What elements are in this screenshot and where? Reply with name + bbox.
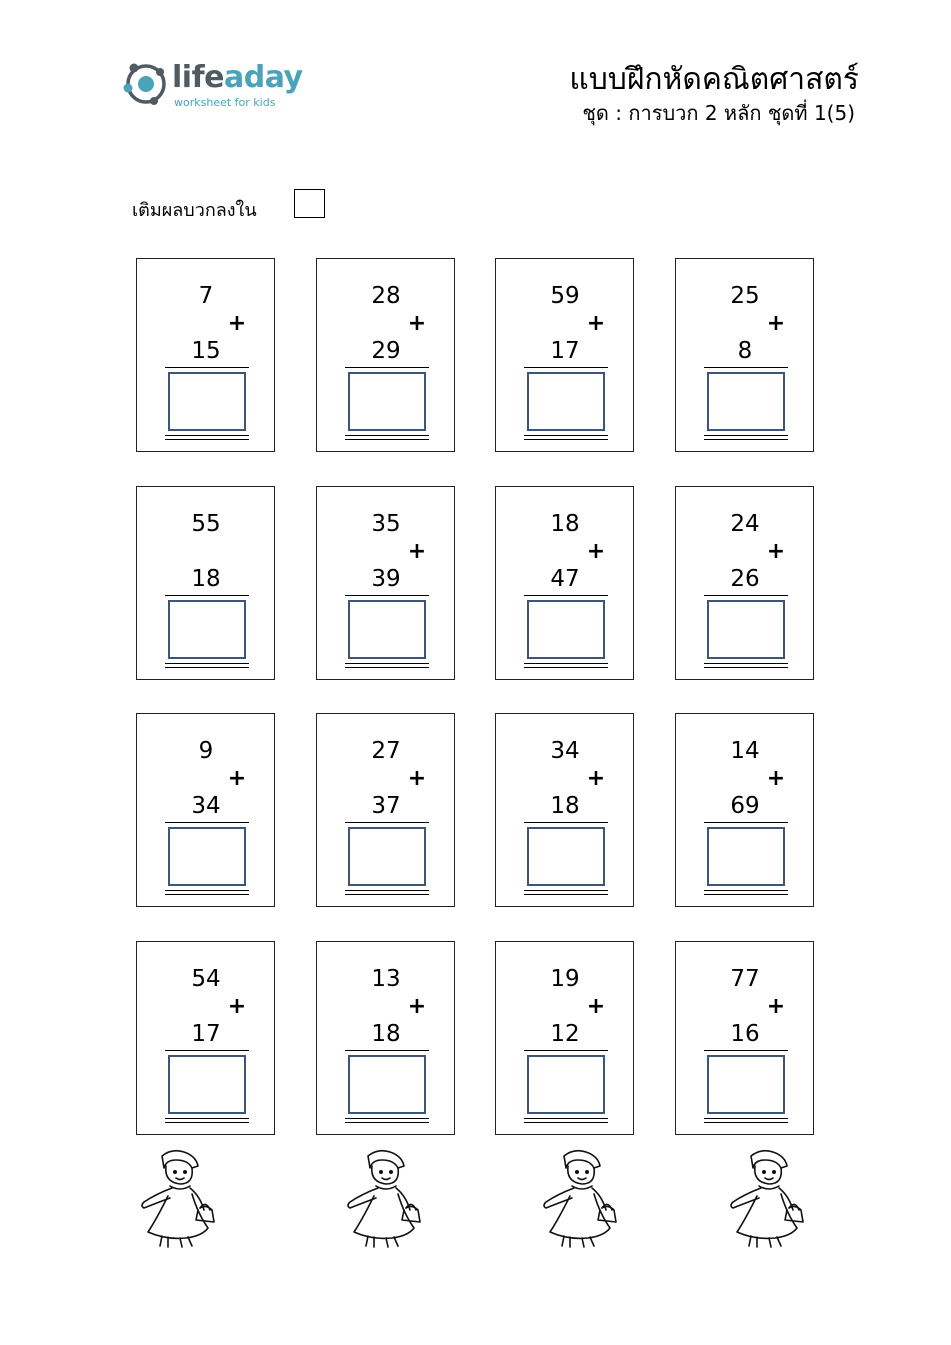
plus-sign: + xyxy=(766,766,786,791)
problem-card xyxy=(495,258,634,452)
problem-card xyxy=(316,486,455,680)
problem-card xyxy=(136,486,275,680)
plus-sign: + xyxy=(407,994,427,1019)
logo-tagline: worksheet for kids xyxy=(174,96,276,109)
double-underline xyxy=(165,894,249,895)
double-underline xyxy=(524,667,608,668)
sum-line xyxy=(704,1050,788,1051)
plus-sign: + xyxy=(227,766,247,791)
addend-top: 54 xyxy=(191,966,221,992)
addend-top: 27 xyxy=(371,738,401,764)
plus-sign: + xyxy=(407,311,427,336)
sum-line xyxy=(345,822,429,823)
addend-bottom: 39 xyxy=(371,566,401,592)
problem-card xyxy=(495,941,634,1135)
problem-card xyxy=(136,258,275,452)
addend-top: 19 xyxy=(550,966,580,992)
answer-box[interactable] xyxy=(168,1055,246,1114)
answer-box[interactable] xyxy=(707,827,785,886)
page-subtitle: ชุด : การบวก 2 หลัก ชุดที่ 1(5) xyxy=(582,101,855,125)
double-underline xyxy=(524,435,608,436)
addend-bottom: 17 xyxy=(550,338,580,364)
sum-line xyxy=(524,1050,608,1051)
answer-box[interactable] xyxy=(348,372,426,431)
problem-card xyxy=(675,258,814,452)
problem-card xyxy=(316,258,455,452)
double-underline xyxy=(345,439,429,440)
plus-sign: + xyxy=(586,994,606,1019)
answer-box[interactable] xyxy=(527,372,605,431)
answer-box[interactable] xyxy=(527,1055,605,1114)
double-underline xyxy=(704,439,788,440)
double-underline xyxy=(345,667,429,668)
plus-sign: + xyxy=(407,766,427,791)
sum-line xyxy=(704,367,788,368)
answer-box[interactable] xyxy=(168,827,246,886)
problem-card xyxy=(675,941,814,1135)
addend-top: 28 xyxy=(371,283,401,309)
sum-line xyxy=(165,1050,249,1051)
addend-bottom: 18 xyxy=(191,566,221,592)
problem-card xyxy=(136,713,275,907)
double-underline xyxy=(165,1118,249,1119)
answer-box[interactable] xyxy=(707,372,785,431)
double-underline xyxy=(704,667,788,668)
addend-bottom: 18 xyxy=(371,1021,401,1047)
double-underline xyxy=(524,1122,608,1123)
addend-bottom: 16 xyxy=(730,1021,760,1047)
answer-box[interactable] xyxy=(168,600,246,659)
double-underline xyxy=(704,435,788,436)
molecule-logo-icon xyxy=(120,60,168,108)
answer-box[interactable] xyxy=(348,600,426,659)
sum-line xyxy=(165,822,249,823)
sum-line xyxy=(345,1050,429,1051)
double-underline xyxy=(524,1118,608,1119)
sum-line xyxy=(524,367,608,368)
instruction-text: เติมผลบวกลงใน xyxy=(132,200,257,221)
double-underline xyxy=(165,439,249,440)
double-underline xyxy=(524,439,608,440)
problem-card xyxy=(495,486,634,680)
double-underline xyxy=(165,1122,249,1123)
addend-bottom: 47 xyxy=(550,566,580,592)
addend-bottom: 15 xyxy=(191,338,221,364)
addend-bottom: 29 xyxy=(371,338,401,364)
plus-sign: + xyxy=(766,311,786,336)
plus-sign: + xyxy=(766,994,786,1019)
double-underline xyxy=(524,663,608,664)
sum-line xyxy=(165,367,249,368)
double-underline xyxy=(524,894,608,895)
double-underline xyxy=(345,1122,429,1123)
addend-bottom: 69 xyxy=(730,793,760,819)
answer-box[interactable] xyxy=(168,372,246,431)
plus-sign: + xyxy=(766,539,786,564)
problem-card xyxy=(136,941,275,1135)
addend-bottom: 26 xyxy=(730,566,760,592)
plus-sign: + xyxy=(586,766,606,791)
addend-top: 13 xyxy=(371,966,401,992)
double-underline xyxy=(524,890,608,891)
instruction-answer-box-sample xyxy=(294,189,325,218)
sum-line xyxy=(345,367,429,368)
addend-top: 35 xyxy=(371,511,401,537)
addend-top: 18 xyxy=(550,511,580,537)
addend-top: 25 xyxy=(730,283,760,309)
double-underline xyxy=(704,1118,788,1119)
page-title: แบบฝึกหัดคณิตศาสตร์ xyxy=(569,62,859,97)
answer-box[interactable] xyxy=(527,600,605,659)
sum-line xyxy=(524,595,608,596)
plus-sign: + xyxy=(227,311,247,336)
addend-bottom: 18 xyxy=(550,793,580,819)
addend-top: 34 xyxy=(550,738,580,764)
problem-card xyxy=(316,713,455,907)
double-underline xyxy=(345,1118,429,1119)
sum-line xyxy=(704,595,788,596)
plus-sign: + xyxy=(407,539,427,564)
problem-card xyxy=(675,713,814,907)
addend-top: 14 xyxy=(730,738,760,764)
double-underline xyxy=(704,1122,788,1123)
double-underline xyxy=(345,435,429,436)
addend-bottom: 12 xyxy=(550,1021,580,1047)
sum-line xyxy=(345,595,429,596)
addend-bottom: 17 xyxy=(191,1021,221,1047)
double-underline xyxy=(165,890,249,891)
answer-box[interactable] xyxy=(707,600,785,659)
double-underline xyxy=(165,663,249,664)
double-underline xyxy=(345,663,429,664)
addend-bottom: 37 xyxy=(371,793,401,819)
addend-bottom: 8 xyxy=(737,338,753,364)
addend-top: 9 xyxy=(198,738,214,764)
answer-box[interactable] xyxy=(348,827,426,886)
addend-top: 24 xyxy=(730,511,760,537)
lifeaday-logo xyxy=(120,58,310,114)
answer-box[interactable] xyxy=(527,827,605,886)
plus-sign: + xyxy=(586,539,606,564)
sum-line xyxy=(165,595,249,596)
addend-top: 77 xyxy=(730,966,760,992)
plus-sign: + xyxy=(227,994,247,1019)
addend-top: 55 xyxy=(191,511,221,537)
problem-card xyxy=(675,486,814,680)
addend-bottom: 34 xyxy=(191,793,221,819)
plus-sign: + xyxy=(586,311,606,336)
girl-with-bag-icon xyxy=(342,1148,428,1248)
double-underline xyxy=(165,435,249,436)
problem-card xyxy=(316,941,455,1135)
logo-wordmark: lifeaday xyxy=(172,60,303,95)
addend-top: 7 xyxy=(198,283,214,309)
sum-line xyxy=(704,822,788,823)
double-underline xyxy=(345,894,429,895)
double-underline xyxy=(704,894,788,895)
problem-card xyxy=(495,713,634,907)
sum-line xyxy=(524,822,608,823)
double-underline xyxy=(704,663,788,664)
addend-top: 59 xyxy=(550,283,580,309)
answer-box[interactable] xyxy=(348,1055,426,1114)
girl-with-bag-icon xyxy=(538,1148,624,1248)
girl-with-bag-icon xyxy=(725,1148,811,1248)
double-underline xyxy=(165,667,249,668)
girl-with-bag-icon xyxy=(136,1148,222,1248)
answer-box[interactable] xyxy=(707,1055,785,1114)
double-underline xyxy=(345,890,429,891)
double-underline xyxy=(704,890,788,891)
